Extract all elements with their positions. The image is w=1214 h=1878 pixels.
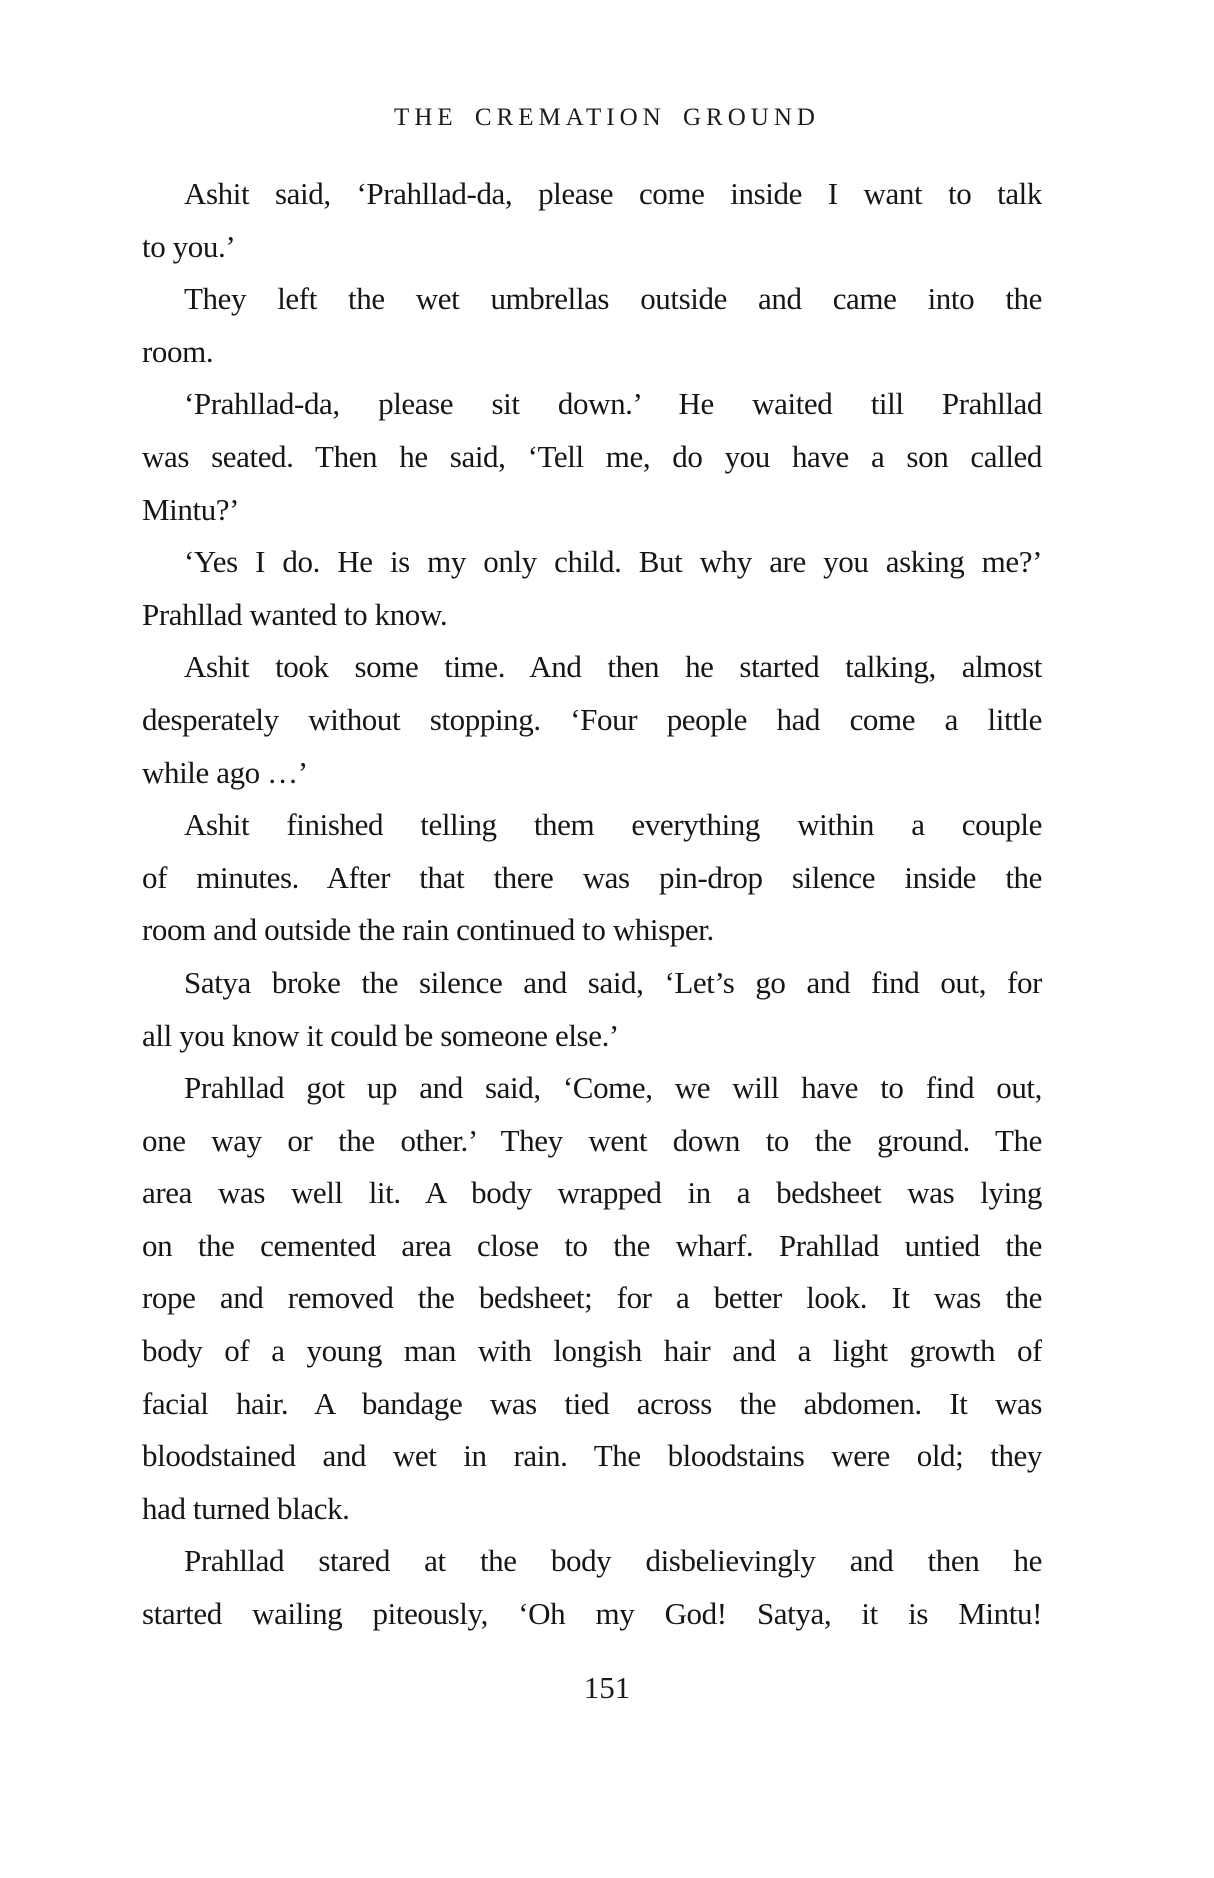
text-line: to you.’ (142, 228, 236, 264)
text-line: bloodstained and wet in rain. The bloodstains were old; they (142, 1438, 1042, 1474)
text-line: body of a young man with longish hair and a light growth of (142, 1333, 1042, 1369)
text-line: Mintu?’ (142, 491, 240, 527)
text-line: Ashit took some time. And then he started talking, almost (184, 649, 1042, 685)
text-line: rope and removed the bedsheet; for a better look. It was the (142, 1280, 1042, 1316)
text-line: Prahllad wanted to know. (142, 596, 448, 632)
text-line: Prahllad got up and said, ‘Come, we will have to find out, (184, 1070, 1042, 1106)
running-header: THE CREMATION GROUND (394, 104, 820, 131)
text-line: facial hair. A bandage was tied across the abdomen. It was (142, 1385, 1042, 1421)
text-line: of minutes. After that there was pin-drop silence inside the (142, 859, 1042, 895)
text-line: ‘Prahllad-da, please sit down.’ He waited till Prahllad (184, 386, 1042, 422)
text-line: Satya broke the silence and said, ‘Let’s go and find out, for (184, 964, 1042, 1000)
text-line: They left the wet umbrellas outside and came into the (184, 281, 1042, 317)
text-line: ‘Yes I do. He is my only child. But why are you asking me?’ (184, 544, 1042, 580)
text-line: Prahllad stared at the body disbelievingly and then he (184, 1543, 1042, 1579)
body-text-block (142, 168, 1042, 1641)
text-line: area was well lit. A body wrapped in a bedsheet was lying (142, 1175, 1042, 1211)
text-line: had turned black. (142, 1490, 350, 1526)
text-line: while ago …’ (142, 754, 308, 790)
text-line: room. (142, 333, 214, 369)
text-line: desperately without stopping. ‘Four people had come a little (142, 701, 1042, 737)
text-line: one way or the other.’ They went down to the ground. The (142, 1122, 1042, 1158)
text-line: room and outside the rain continued to whisper. (142, 912, 714, 948)
text-line: on the cemented area close to the wharf. Prahllad untied the (142, 1227, 1042, 1263)
text-line: all you know it could be someone else.’ (142, 1017, 619, 1053)
page-number: 151 (583, 1670, 631, 1705)
text-line: Ashit said, ‘Prahllad-da, please come inside I want to talk (184, 176, 1042, 211)
text-line: was seated. Then he said, ‘Tell me, do you have a son called (142, 438, 1042, 474)
text-line: Ashit finished telling them everything within a couple (184, 807, 1042, 843)
text-line: started wailing piteously, ‘Oh my God! Satya, it is Mintu! (142, 1596, 1042, 1632)
